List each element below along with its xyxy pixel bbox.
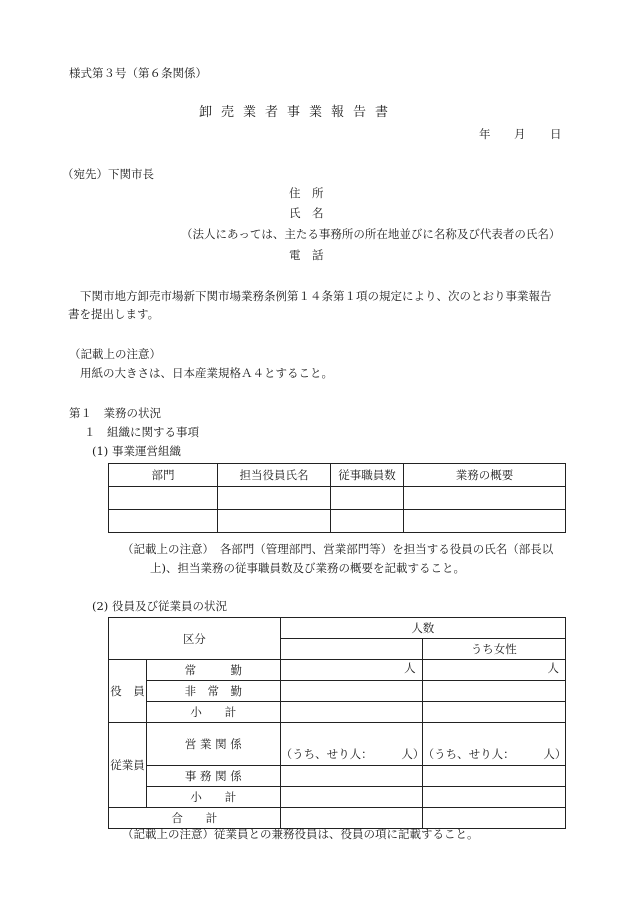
headcount-total-header bbox=[280, 639, 422, 660]
cell-staff-count[interactable] bbox=[331, 487, 404, 510]
col-header-officer: 担当役員氏名 bbox=[218, 464, 331, 487]
officers-label: 役 員 bbox=[109, 660, 147, 723]
table1-note-line2: 上)、担当業務の従事職員数及び業務の概要を記載すること。 bbox=[150, 561, 465, 575]
table1-note-line1: （記載上の注意） 各部門（管理部門、営業部門等）を担当する役員の氏名（部長以 bbox=[122, 542, 554, 556]
section-heading: 第１ 業務の状況 bbox=[69, 406, 161, 420]
office-female-count[interactable] bbox=[422, 766, 565, 787]
category-header: 区分 bbox=[109, 618, 281, 660]
office-count[interactable] bbox=[280, 766, 422, 787]
form-number: 様式第３号（第６条関係） bbox=[69, 66, 207, 80]
row-officer-subtotal-label: 小 計 bbox=[147, 702, 281, 723]
date-year: 年 bbox=[479, 127, 491, 141]
body-text-line1: 下関市地方卸売市場新下関市場業務条例第１４条第１項の規定により、次のとおり事業報告 bbox=[80, 289, 552, 303]
table-row bbox=[109, 510, 566, 533]
employee-subtotal-female-count[interactable] bbox=[422, 787, 565, 808]
date-month: 月 bbox=[514, 127, 526, 141]
table-row bbox=[109, 487, 566, 510]
parttime-female-count[interactable] bbox=[422, 681, 565, 702]
addressee: （宛先）下関市長 bbox=[62, 167, 154, 181]
date-day: 日 bbox=[550, 127, 562, 141]
col-header-department: 部門 bbox=[109, 464, 218, 487]
applicant-name-label: 氏 名 bbox=[289, 206, 324, 220]
staff-table bbox=[108, 617, 566, 829]
sales-female-count[interactable]: （うち、せり人： 人） bbox=[422, 723, 565, 766]
employee-subtotal-count[interactable] bbox=[280, 787, 422, 808]
officer-subtotal-count[interactable] bbox=[280, 702, 422, 723]
employees-label: 従業員 bbox=[109, 723, 147, 808]
row-fulltime-label: 常 勤 bbox=[147, 660, 281, 681]
notes-heading: （記載上の注意） bbox=[69, 347, 161, 361]
applicant-address-label: 住 所 bbox=[289, 186, 324, 200]
officer-subtotal-female-count[interactable] bbox=[422, 702, 565, 723]
cell-department[interactable] bbox=[109, 487, 218, 510]
cell-summary[interactable] bbox=[404, 487, 566, 510]
body-text-line2: 書を提出します。 bbox=[68, 307, 160, 321]
notes-text: 用紙の大きさは、日本産業規格Ａ４とすること。 bbox=[80, 366, 333, 380]
fulltime-count[interactable]: 人 bbox=[280, 660, 422, 681]
row-sales-label: 営 業 関 係 bbox=[147, 723, 281, 766]
parttime-count[interactable] bbox=[280, 681, 422, 702]
cell-summary[interactable] bbox=[404, 510, 566, 533]
female-header: うち女性 bbox=[422, 639, 565, 660]
applicant-phone-label: 電 話 bbox=[289, 248, 324, 262]
organization-table bbox=[108, 463, 566, 533]
sales-count[interactable]: （うち、せり人： 人） bbox=[280, 723, 422, 766]
cell-officer[interactable] bbox=[218, 487, 331, 510]
total-count[interactable] bbox=[280, 808, 422, 829]
headcount-header: 人数 bbox=[280, 618, 565, 639]
row-employee-subtotal-label: 小 計 bbox=[147, 787, 281, 808]
cell-officer[interactable] bbox=[218, 510, 331, 533]
col-header-staff-count: 従事職員数 bbox=[331, 464, 404, 487]
row-office-label: 事 務 関 係 bbox=[147, 766, 281, 787]
cell-department[interactable] bbox=[109, 510, 218, 533]
row-total-label: 合 計 bbox=[109, 808, 281, 829]
subsection-heading: １ 組織に関する事項 bbox=[84, 425, 199, 439]
row-parttime-label: 非 常 勤 bbox=[147, 681, 281, 702]
col-header-summary: 業務の概要 bbox=[404, 464, 566, 487]
cell-staff-count[interactable] bbox=[331, 510, 404, 533]
document-title: 卸売業者事業報告書 bbox=[199, 105, 398, 120]
applicant-note: （法人にあっては、主たる事務所の所在地並びに名称及び代表者の氏名） bbox=[181, 227, 561, 241]
item-heading-2: (2) 役員及び従業員の状況 bbox=[92, 599, 227, 613]
table2-note: （記載上の注意）従業員との兼務役員は、役員の項に記載すること。 bbox=[122, 827, 479, 841]
total-female-count[interactable] bbox=[422, 808, 565, 829]
item-heading-1: (1) 事業運営組織 bbox=[92, 444, 181, 458]
fulltime-female-count[interactable]: 人 bbox=[422, 660, 565, 681]
